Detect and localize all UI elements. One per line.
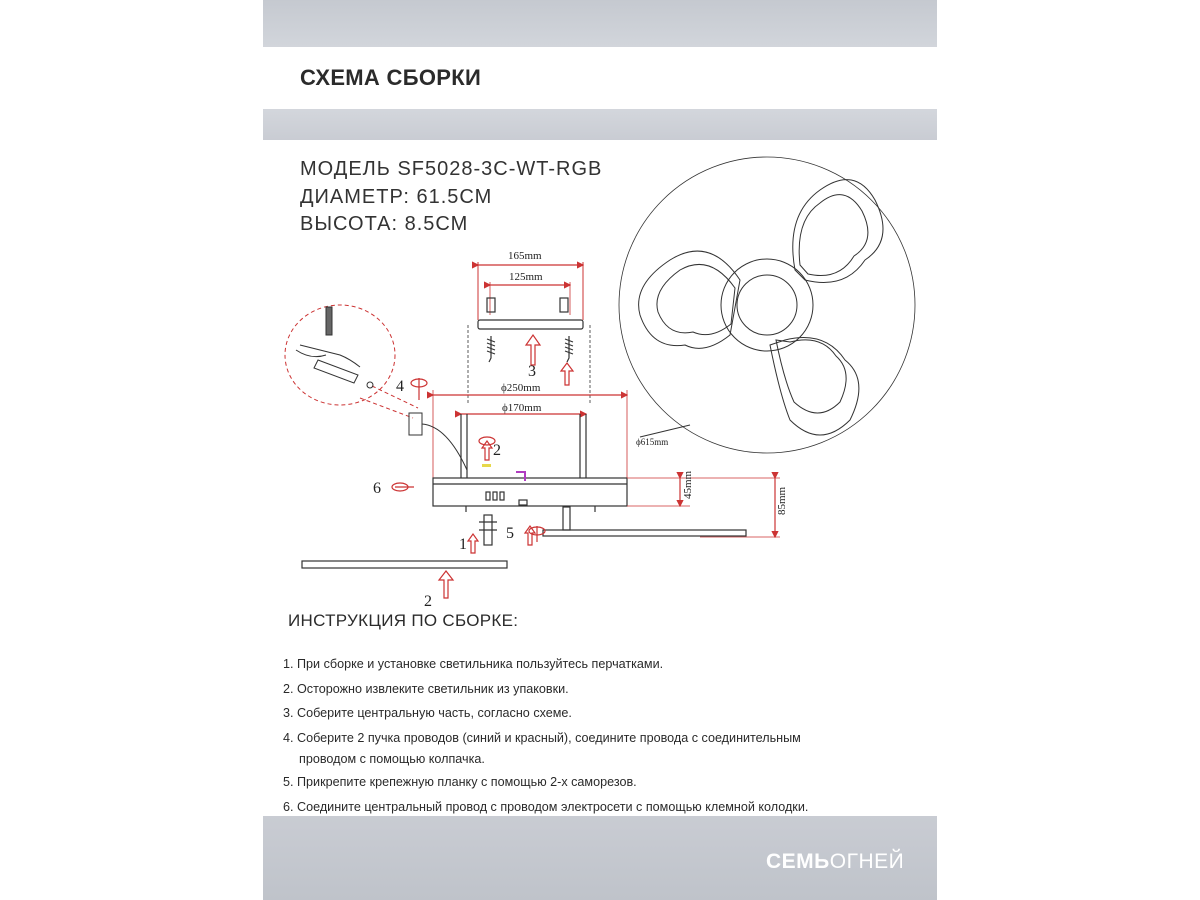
instruction-item: 1. При сборке и установке светильника пользуйтесь перчатками. — [283, 657, 664, 671]
page-title: СХЕМА СБОРКИ — [300, 65, 482, 90]
lamp-plate — [302, 561, 507, 568]
step-2a: 2 — [493, 442, 501, 459]
step-1: 1 — [459, 536, 467, 553]
wiring-detail — [285, 305, 467, 470]
instruction-continuation: проводом с помощью колпачка. — [299, 752, 485, 766]
dim-165: 165mm — [508, 250, 542, 262]
step-6: 6 — [373, 480, 381, 497]
brand-logo — [766, 850, 904, 874]
instruction-item: 5. Прикрепите крепежную планку с помощью 2-х саморезов. — [283, 775, 637, 789]
brand-bold: СЕМЬ — [766, 850, 830, 873]
instruction-item — [283, 726, 933, 771]
instruction-text: 4. Соберите 2 пучка проводов (синий и красный), соедините провода с соединительным — [283, 730, 801, 745]
spec-model: МОДЕЛЬ SF5028-3C-WT-RGB — [300, 158, 603, 180]
purple-marker — [516, 472, 525, 481]
step-3: 3 — [528, 363, 536, 380]
brand-light: ОГНЕЙ — [829, 850, 905, 873]
yellow-marker — [482, 464, 491, 467]
dim-250: ϕ250mm — [501, 382, 541, 394]
dim-615: ϕ615mm — [636, 437, 669, 447]
side-profile — [543, 478, 780, 537]
instruction-item: 2. Осторожно извлеките светильник из упаковки. — [283, 681, 569, 696]
spec-diameter: ДИАМЕТР: 61.5СМ — [300, 186, 493, 208]
center-body — [433, 325, 627, 545]
assembly-diagram — [263, 140, 937, 610]
step-5: 5 — [506, 525, 514, 542]
dim-85: 85mm — [776, 486, 788, 515]
top-view-chandelier — [619, 157, 915, 453]
instruction-item: 6. Соедините центральный провод с проводом электросети с помощью клемной колодки. — [283, 799, 809, 814]
instruction-item: 3. Соберите центральную часть, согласно схеме. — [283, 706, 572, 720]
dim-170: ϕ170mm — [502, 402, 542, 414]
step-4: 4 — [396, 378, 404, 395]
instructions-title: ИНСТРУКЦИЯ ПО СБОРКЕ: — [288, 611, 519, 630]
dim-125: 125mm — [509, 271, 543, 283]
instructions-list — [283, 652, 933, 819]
step-2b: 2 — [424, 593, 432, 610]
dim-45: 45mm — [682, 470, 694, 499]
spec-height: ВЫСОТА: 8.5СМ — [300, 213, 469, 235]
